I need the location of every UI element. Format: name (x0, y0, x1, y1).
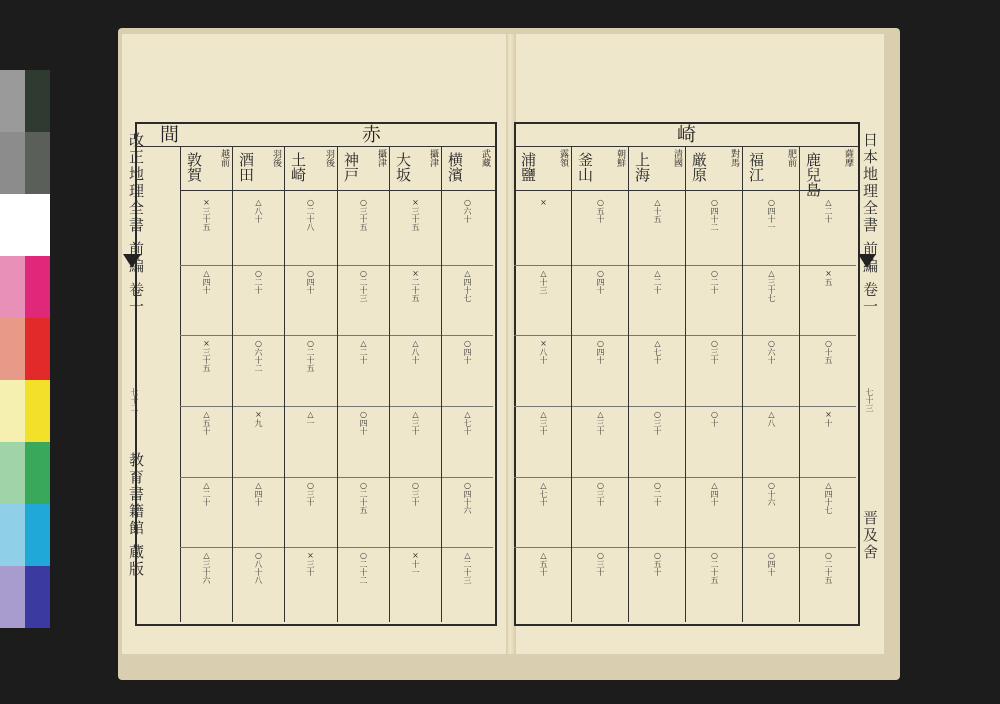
right_page-place-name: 浦鹽 (519, 152, 537, 182)
left_page-col-divider (284, 146, 285, 622)
left-publisher: 教育書籍館 蔵版 (127, 452, 145, 578)
left_page-place-name: 横濱 (446, 152, 464, 182)
right_page-col-divider (628, 146, 629, 622)
left_page-col-divider (232, 146, 233, 622)
right_page-cell-value: ×八十 (539, 339, 548, 364)
right-folio: 七十三 (865, 388, 874, 412)
right_page-cell-value: ○二十五 (710, 551, 719, 584)
right_page-cell-value: △三十 (539, 410, 548, 435)
left_page-cell-value: ×三十五 (202, 198, 211, 231)
swatch-pink-light (0, 256, 25, 318)
left_page-province-label: 越前 (219, 149, 229, 167)
left_page-cell-value: ×三十五 (202, 339, 211, 372)
swatch-yellow (25, 380, 50, 442)
right_page-cell-value: ○四十 (596, 269, 605, 294)
left_page-cell-value: △二十 (359, 339, 368, 364)
swatch-cyan-light (0, 504, 25, 566)
left-table-frame (135, 122, 497, 626)
right_page-place-name: 厳原 (690, 152, 708, 182)
swatch-salmon (0, 318, 25, 380)
left_page-cell-value: ○二十二 (359, 551, 368, 584)
right_page-col-divider (685, 146, 686, 622)
swatch-white (0, 194, 50, 256)
left_page-place-name: 敦賀 (185, 152, 203, 182)
right_page-cell-value: △七十 (653, 339, 662, 364)
right_page-cell-value: △八 (767, 410, 776, 427)
left_page-cell-value: ○四十 (463, 339, 472, 364)
left_page-place-name: 酒田 (237, 152, 255, 182)
swatch-violet-light (0, 566, 25, 628)
left_page-cell-value: ○二十三 (359, 269, 368, 302)
right-fishtail-mark (858, 254, 876, 268)
left_page-cell-value: ○二十五 (359, 481, 368, 514)
right_page-province-label: 露領 (558, 149, 568, 167)
right_page-cell-value: △四十七 (824, 481, 833, 514)
left_page-province-label: 武藏 (480, 149, 490, 167)
swatch-green (25, 442, 50, 504)
swatch-dark (25, 70, 50, 132)
left-header-corner: 間 (157, 124, 179, 143)
left_page-cell-value: △四十七 (463, 269, 472, 302)
right_page-cell-value: ○二十 (710, 269, 719, 294)
right_page-province-label: 朝鮮 (615, 149, 625, 167)
left_page-cell-value: △三十六 (202, 551, 211, 584)
right_page-cell-value: ○三十 (710, 339, 719, 364)
right_page-cell-value: △七十 (539, 481, 548, 506)
right_page-cell-value: △三十 (596, 410, 605, 435)
right_page-cell-value: △二十 (824, 198, 833, 223)
right-table-frame (514, 122, 860, 626)
left-header-main: 赤 (359, 124, 381, 143)
swatch-cyan (25, 504, 50, 566)
right_page-cell-value: ○十五 (824, 339, 833, 364)
left_page-cell-value: △三十 (411, 410, 420, 435)
left_page-cell-value: ×十一 (411, 551, 420, 576)
left_page-cell-value: ○四十 (306, 269, 315, 294)
left_page-col-divider (389, 146, 390, 622)
left_page-col-divider (337, 146, 338, 622)
right_page-cell-value: ○三十 (653, 410, 662, 435)
left_page-cell-value: △七十 (463, 410, 472, 435)
right_page-cell-value: × (539, 198, 548, 207)
right_page-cell-value: ×五 (824, 269, 833, 286)
right_page-cell-value: △十五 (653, 198, 662, 223)
right_page-place-name: 釜山 (576, 152, 594, 182)
color-calibration-card (0, 70, 50, 632)
swatch-red (25, 318, 50, 380)
swatch-gray-light (0, 70, 25, 132)
right_page-col-divider (799, 146, 800, 622)
left_page-cell-value: ○三十 (411, 481, 420, 506)
right_page-cell-value: △五十 (539, 551, 548, 576)
right_page-cell-value: △三十七 (767, 269, 776, 302)
left_page-cell-value: ○二十五 (306, 339, 315, 372)
left_page-cell-value: ○八十八 (254, 551, 263, 584)
swatch-magenta (25, 256, 50, 318)
right_page-cell-value: ○五十 (653, 551, 662, 576)
left_page-cell-value: △一 (306, 410, 315, 427)
left_page-province-label: 攝津 (428, 149, 438, 167)
left_page-cell-value: △八十 (411, 339, 420, 364)
right-header-main: 崎 (674, 124, 696, 143)
swatch-gray (0, 132, 25, 194)
left_page-cell-value: △五十 (202, 410, 211, 435)
left-column-divider (180, 146, 181, 622)
right_page-cell-value: ○四十二 (710, 198, 719, 231)
right_page-province-label: 清國 (672, 149, 682, 167)
swatch-green-light (0, 442, 25, 504)
right_page-cell-value: △十三 (539, 269, 548, 294)
left_page-place-name: 神戸 (342, 152, 360, 182)
left_page-cell-value: △四十 (254, 481, 263, 506)
swatch-yellow-light (0, 380, 25, 442)
right_page-cell-value: ○四十 (596, 339, 605, 364)
left_page-cell-value: ○四十六 (463, 481, 472, 514)
left_page-cell-value: △二十 (202, 481, 211, 506)
right_page-place-name: 鹿兒島 (804, 152, 822, 197)
swatch-blue (25, 566, 50, 628)
right_page-cell-value: ○三十 (596, 551, 605, 576)
right_page-province-label: 肥前 (786, 149, 796, 167)
left-fishtail-mark (123, 254, 141, 268)
left_page-cell-value: ○六十 (463, 198, 472, 223)
left_page-cell-value: ○二十八 (306, 198, 315, 231)
right_page-cell-value: ○二十 (653, 481, 662, 506)
left_page-cell-value: △四十 (202, 269, 211, 294)
right_page-cell-value: ○六十 (767, 339, 776, 364)
left_page-col-divider (441, 146, 442, 622)
left_page-cell-value: ○三十五 (359, 198, 368, 231)
right_page-province-label: 薩摩 (843, 149, 853, 167)
left_page-cell-value: ○二十 (254, 269, 263, 294)
left_page-cell-value: △八十 (254, 198, 263, 223)
left_page-cell-value: ×九 (254, 410, 263, 427)
right_page-cell-value: ○三十 (596, 481, 605, 506)
right-header-rule (514, 146, 858, 147)
left-folio: 七十二 (130, 388, 139, 412)
right_page-col-divider (742, 146, 743, 622)
right_page-cell-value: ○五十 (596, 198, 605, 223)
left_page-cell-value: △二十三 (463, 551, 472, 584)
right_page-cell-value: △二十 (653, 269, 662, 294)
swatch-gray-dark (25, 132, 50, 194)
right_page-cell-value: ○二十五 (824, 551, 833, 584)
left_page-province-label: 羽後 (271, 149, 281, 167)
right_page-cell-value: ○十 (710, 410, 719, 427)
left_page-province-label: 攝津 (376, 149, 386, 167)
left_page-cell-value: ×二十五 (411, 269, 420, 302)
left_page-province-label: 羽後 (324, 149, 334, 167)
left_page-cell-value: ○四十 (359, 410, 368, 435)
right-publisher: 晋及舍 (861, 510, 879, 561)
left_page-cell-value: ○三十 (306, 481, 315, 506)
left_page-place-name: 土崎 (289, 152, 307, 182)
left_page-cell-value: ×三十五 (411, 198, 420, 231)
right_page-place-name: 福江 (747, 152, 765, 182)
right_page-cell-value: ×十 (824, 410, 833, 427)
right_page-place-name: 上海 (633, 152, 651, 182)
left_page-cell-value: ×三十 (306, 551, 315, 576)
right_page-province-label: 對馬 (729, 149, 739, 167)
left-margin-title: 改正地理全書 前編 卷一 (127, 132, 145, 316)
right_page-cell-value: ○四十 (767, 551, 776, 576)
right_page-cell-value: △四十 (710, 481, 719, 506)
right_page-cell-value: ○十六 (767, 481, 776, 506)
right-margin-title: 日本地理全書 前編 卷一 (861, 132, 879, 316)
right_page-cell-value: ○四十一 (767, 198, 776, 231)
left_page-cell-value: ○六十二 (254, 339, 263, 372)
right_page-col-divider (571, 146, 572, 622)
left_page-place-name: 大坂 (394, 152, 412, 182)
